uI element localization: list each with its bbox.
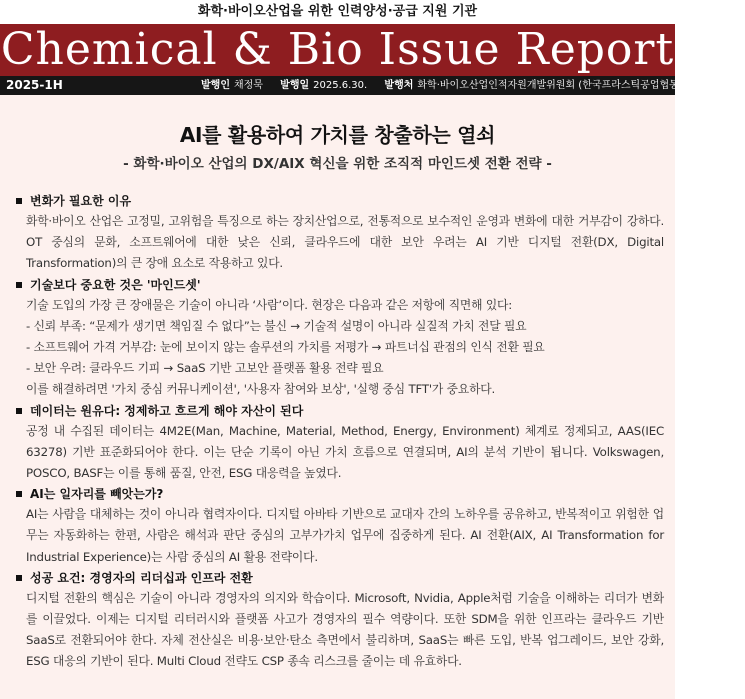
publisher-name: 채정묵 xyxy=(233,80,263,91)
date-label: 발행일 xyxy=(280,80,310,91)
header-tagline: 화학·바이오산업을 위한 인력양성·공급 지원 기관 xyxy=(0,0,675,25)
section-title: AI는 일자리를 빼앗는가? xyxy=(12,484,664,504)
article-subheadline: - 화학·바이오 산업의 DX/AIX 혁신을 위한 조직적 마인드셋 전환 전략 - xyxy=(123,156,552,172)
section-title: 성공 요건: 경영자의 리더십과 인프라 전환 xyxy=(12,568,664,588)
square-bullet-icon xyxy=(16,575,22,581)
section-mindset xyxy=(12,275,664,401)
issuer-label: 발행처 xyxy=(384,80,414,91)
publisher-label: 발행인 xyxy=(201,80,230,91)
article-body xyxy=(12,191,664,673)
section-data-oil xyxy=(12,401,664,485)
edition-label: 2025-1H xyxy=(6,78,63,92)
section-paragraph: 기술 도입의 가장 큰 장애물은 기술이 아니라 ‘사람’이다. 현장은 다음과 같은 저항에 직면해 있다: xyxy=(26,297,513,312)
section-success-factors xyxy=(12,568,664,673)
list-item: - 신뢰 부족: “문제가 생기면 책임질 수 없다”는 불신 → 기술적 설명이 아니라 실질적 가치 전달 필요 xyxy=(26,318,527,333)
report-title: Chemical & Bio Issue Report xyxy=(0,24,675,75)
section-paragraph: AI는 사람을 대체하는 것이 아니라 협력자이다. 디지털 아바타 기반으로 교대자 간의 노하우를 공유하고, 반복적이고 위험한 업무는 자동화하는 한편, 사람은 해석과 판단 중심의 고부가가치 업무에 집중하게 된다. AI 전환(AIX, AI Transformation for Industrial Experience)는 사람 중심의 AI 활용 전략이다. xyxy=(26,507,664,564)
section-title: 변화가 필요한 이유 xyxy=(12,191,664,211)
list-item: - 보안 우려: 클라우드 기피 → SaaS 기반 고보안 플랫폼 활용 전략 필요 xyxy=(26,361,384,376)
publish-date: 2025.6.30. xyxy=(313,80,368,91)
section-paragraph: 이를 해결하려면 '가치 중심 커뮤니케이션', '사용자 참여와 보상', '실행 중심 TFT'가 중요하다. xyxy=(26,382,496,397)
issuer-name: 화학·바이오산업인적자원개발위원회 (한국프라스틱공업협동조합연합회) xyxy=(417,80,732,91)
section-title: 기술보다 중요한 것은 '마인드셋' xyxy=(12,275,664,295)
list-item: - 소프트웨어 가격 거부감: 눈에 보이지 않는 솔루션의 가치를 저평가 → 파트너십 관점의 인식 전환 필요 xyxy=(26,340,545,355)
section-ai-jobs xyxy=(12,484,664,568)
section-title: 데이터는 원유다: 정제하고 흐르게 해야 자산이 된다 xyxy=(12,401,664,421)
square-bullet-icon xyxy=(16,491,22,497)
section-paragraph: 디지털 전환의 핵심은 기술이 아니라 경영자의 의지와 학습이다. Microsoft, Nvidia, Apple처럼 기술을 이해하는 리더가 변화를 이끌었다. 이제는 디지털 리터러시와 플랫폼 사고가 경영자의 필수 역량이다. 또한 SDM을 위한 인프라는 클라우드 기반 SaaS로 전환되어야 한다. 자체 전산실은 비용·보안·탄소 측면에서 불리하며, SaaS는 빠른 도입, 반복 업그레이드, 보안 강화, ESG 대응의 기반이 된다. Multi Cloud 전략도 CSP 종속 리스크를 줄이는 데 유효하다. xyxy=(26,590,664,669)
section-why-change xyxy=(12,191,664,275)
square-bullet-icon xyxy=(16,198,22,204)
section-paragraph: 화학·바이오 산업은 고정밀, 고위험을 특징으로 하는 장치산업으로, 전통적으로 보수적인 운영과 변화에 대한 거부감이 강하다. OT 중심의 문화, 소프트웨어에 대한 낮은 신뢰, 클라우드에 대한 보안 우려는 AI 기반 디지털 전환(DX, Digital Transformation)의 큰 장애 요소로 작용하고 있다. xyxy=(26,214,664,271)
publication-info xyxy=(201,76,745,95)
publication-bar xyxy=(0,76,732,95)
square-bullet-icon xyxy=(16,282,22,288)
square-bullet-icon xyxy=(16,408,22,414)
article-area xyxy=(0,95,675,699)
section-paragraph: 공정 내 수집된 데이터는 4M2E(Man, Machine, Material, Method, Energy, Environment) 체계로 정제되고, AAS(IEC 63278) 기반 표준화되어야 한다. 이는 단순 기록이 아닌 가치 흐름으로 연결되며, AI의 분석 기반이 됩니다. Volkswagen, POSCO, BASF는 이를 통해 품질, 안전, ESG 대응력을 높였다. xyxy=(26,423,664,481)
article-headline: AI를 활용하여 가치를 창출하는 열쇠 xyxy=(179,123,496,147)
